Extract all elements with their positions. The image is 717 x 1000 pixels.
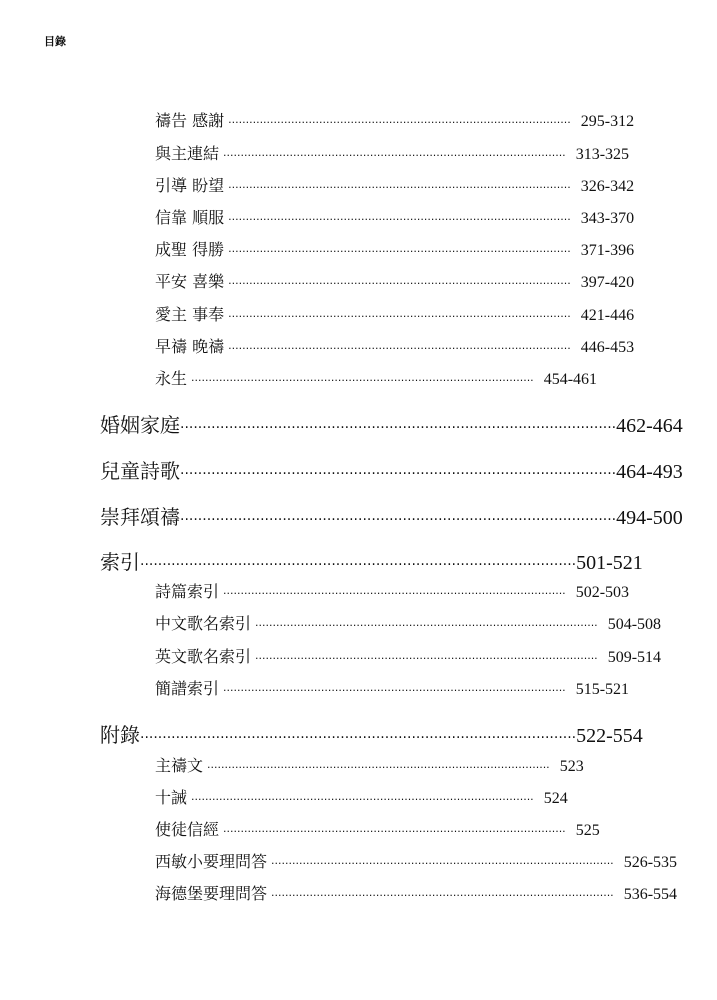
toc-entry[interactable]	[155, 366, 598, 389]
dot-leader: ··································································································	[223, 684, 566, 697]
dot-leader: ··································································································	[223, 587, 566, 600]
toc-entry-pages: 313-325	[575, 146, 630, 163]
toc-entry-pages: 525	[575, 822, 600, 839]
toc-entry-label: 愛主 事奉	[155, 305, 225, 324]
toc-entry[interactable]	[155, 334, 635, 357]
toc-section-label: 附錄	[100, 723, 140, 747]
dot-leader: ··································································································	[228, 181, 571, 194]
dot-leader: ··································································································	[228, 213, 571, 226]
toc-entry-pages: 504-508	[607, 616, 662, 633]
toc-entry-pages: 343-370	[580, 210, 635, 227]
toc-entry-label: 與主連結	[155, 144, 220, 163]
toc-entry[interactable]	[155, 611, 662, 634]
toc-entry[interactable]	[155, 817, 600, 840]
dot-leader: ··································································································	[271, 889, 614, 902]
toc-entry-pages: 454-461	[543, 371, 598, 388]
toc-entry-label: 平安 喜樂	[155, 272, 225, 291]
toc-entry[interactable]	[155, 141, 630, 164]
toc-entry-pages: 326-342	[580, 178, 635, 195]
toc-entry-label: 信靠 順服	[155, 208, 225, 227]
page-header-title: 目錄	[44, 35, 66, 48]
toc-section-label: 索引	[100, 550, 140, 574]
dot-leader: ··································································································	[228, 277, 571, 290]
toc-entry-label: 禱告 感謝	[155, 111, 225, 130]
toc-entry-label: 詩篇索引	[155, 582, 220, 601]
toc-entry[interactable]	[155, 173, 635, 196]
toc-entry-pages: 295-312	[580, 113, 635, 130]
toc-entry-pages: 397-420	[580, 274, 635, 291]
toc-section-pages: 501-521	[576, 552, 643, 574]
toc-entry-pages: 515-521	[575, 681, 630, 698]
toc-entry[interactable]	[155, 849, 678, 872]
toc-section-pages: 462-464	[616, 415, 683, 437]
toc-entry[interactable]	[155, 881, 678, 904]
toc-entry[interactable]	[155, 108, 635, 131]
toc-entry-label: 簡譜索引	[155, 679, 220, 698]
toc-entry-pages: 371-396	[580, 242, 635, 259]
toc-section[interactable]	[100, 455, 683, 484]
dot-leader: ··································································································	[140, 557, 577, 573]
toc-entry[interactable]	[155, 644, 662, 667]
dot-leader: ··································································································	[271, 857, 614, 870]
dot-leader: ··································································································	[180, 466, 617, 482]
toc-entry-pages: 524	[543, 790, 568, 807]
toc-entry-label: 使徒信經	[155, 820, 220, 839]
toc-entry[interactable]	[155, 676, 630, 699]
toc-section[interactable]	[100, 546, 643, 575]
dot-leader: ··································································································	[223, 825, 566, 838]
dot-leader: ··································································································	[191, 793, 534, 806]
toc-entry[interactable]	[155, 269, 635, 292]
toc-entry[interactable]	[155, 237, 635, 260]
toc-section[interactable]	[100, 409, 683, 438]
toc-section[interactable]	[100, 501, 683, 530]
toc-entry-label: 英文歌名索引	[155, 647, 252, 666]
toc-entry[interactable]	[155, 785, 568, 808]
toc-section-pages: 494-500	[616, 507, 683, 529]
toc-entry-pages: 421-446	[580, 307, 635, 324]
toc-section-label: 兒童詩歌	[100, 459, 180, 483]
toc-entry[interactable]	[155, 205, 635, 228]
toc-section-label: 崇拜頌禱	[100, 505, 180, 529]
toc-entry[interactable]	[155, 302, 635, 325]
toc-entry-label: 永生	[155, 369, 188, 388]
toc-entry-pages: 446-453	[580, 339, 635, 356]
toc-entry[interactable]	[155, 579, 630, 602]
toc-entry-label: 主禱文	[155, 756, 204, 775]
toc-entry-pages: 536-554	[623, 886, 678, 903]
toc-section[interactable]	[100, 719, 643, 748]
toc-entry-label: 十誡	[155, 788, 188, 807]
dot-leader: ··································································································	[255, 652, 598, 665]
dot-leader: ··································································································	[228, 310, 571, 323]
dot-leader: ··································································································	[228, 245, 571, 258]
dot-leader: ··································································································	[180, 512, 617, 528]
toc-entry-label: 海德堡要理問答	[155, 884, 268, 903]
toc-entry-label: 引導 盼望	[155, 176, 225, 195]
dot-leader: ··································································································	[223, 149, 566, 162]
toc-entry-label: 成聖 得勝	[155, 240, 225, 259]
toc-entry-label: 中文歌名索引	[155, 614, 252, 633]
dot-leader: ··································································································	[255, 619, 598, 632]
toc-entry-pages: 526-535	[623, 854, 678, 871]
toc-entry[interactable]	[155, 753, 584, 776]
toc-entry-label: 西敏小要理問答	[155, 852, 268, 871]
dot-leader: ··································································································	[228, 116, 571, 129]
dot-leader: ··································································································	[140, 730, 577, 746]
toc-entry-pages: 509-514	[607, 649, 662, 666]
toc-section-label: 婚姻家庭	[100, 413, 180, 437]
toc-entry-pages: 523	[559, 758, 584, 775]
toc-section-pages: 464-493	[616, 461, 683, 483]
dot-leader: ··································································································	[228, 342, 571, 355]
toc-entry-pages: 502-503	[575, 584, 630, 601]
toc-section-pages: 522-554	[576, 725, 643, 747]
dot-leader: ··································································································	[191, 374, 534, 387]
toc-entry-label: 早禱 晚禱	[155, 337, 225, 356]
dot-leader: ··································································································	[180, 420, 617, 436]
dot-leader: ··································································································	[207, 761, 550, 774]
